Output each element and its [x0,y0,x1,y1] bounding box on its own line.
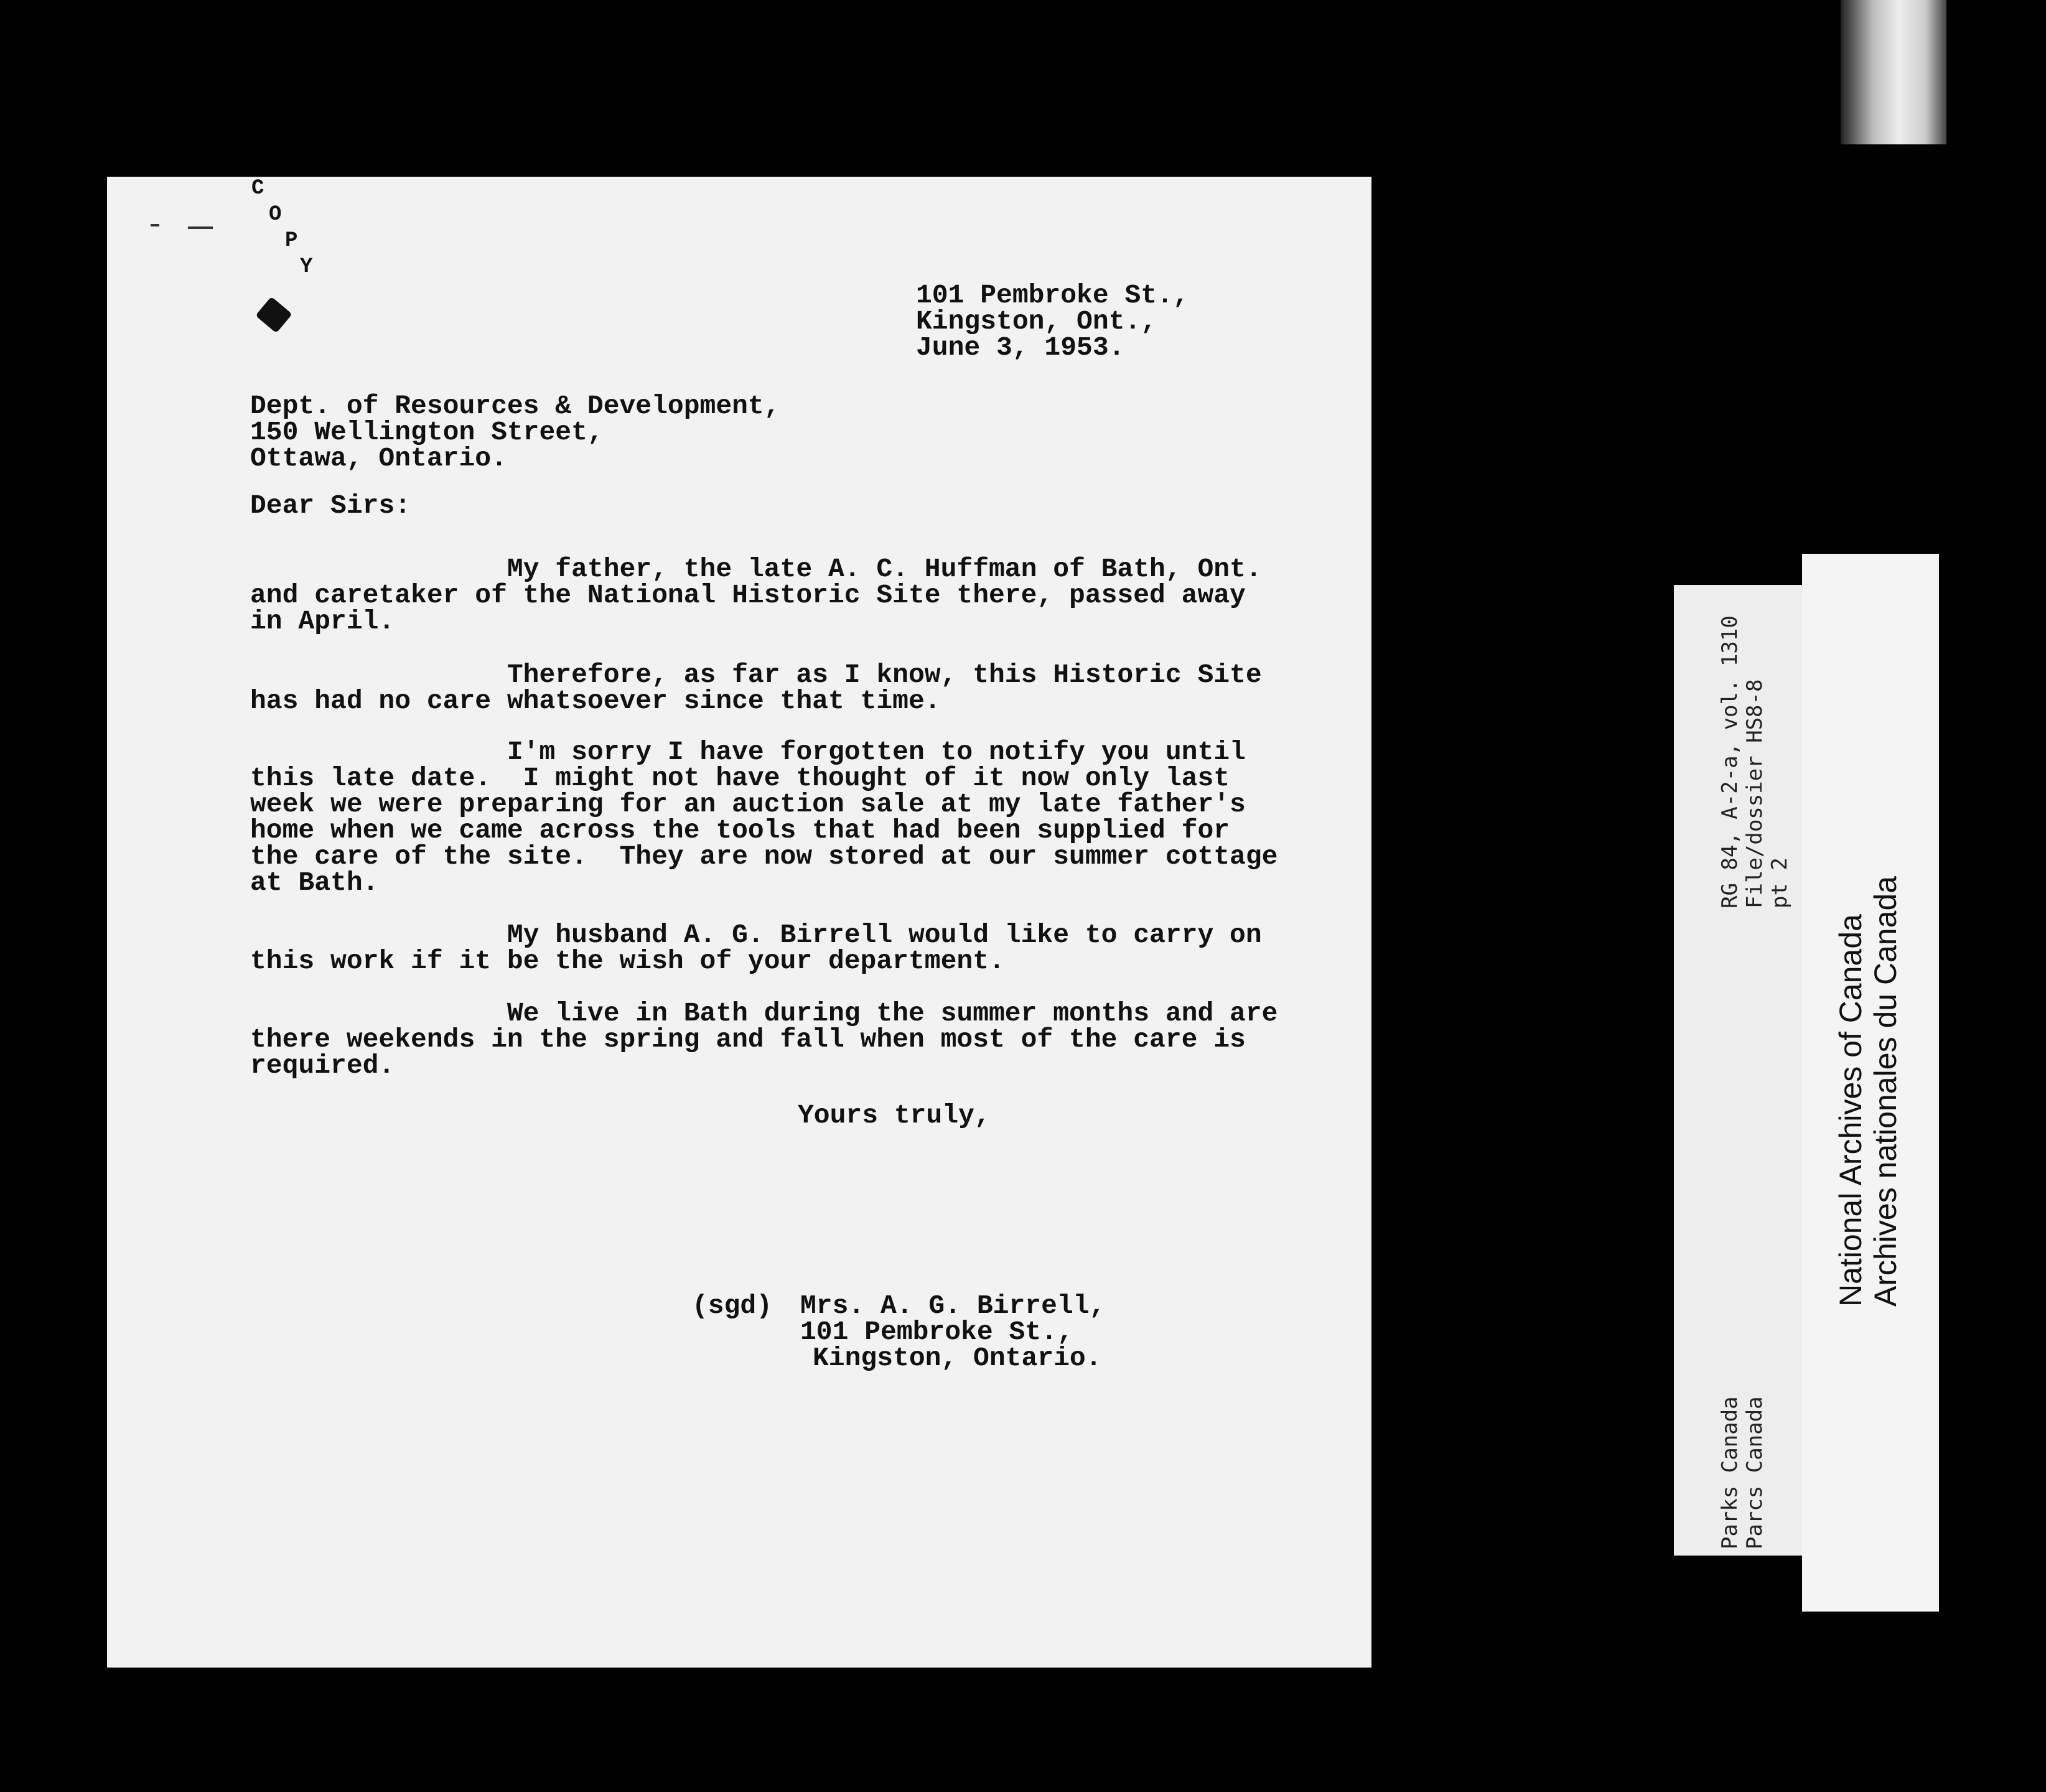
archive-reference-line: RG 84, A-2-a, vol. 1310 [1717,615,1742,908]
national-archives-line: Archives nationales du Canada [1868,875,1903,1307]
paragraph-line: required. [250,1050,395,1081]
paragraph-line: I'm sorry I have forgotten to notify you until [250,737,1246,767]
paragraph-5 [250,998,1278,1081]
archive-reference-line: pt 2 [1767,857,1792,908]
paragraph-line: at Bath. [250,867,379,898]
signature-address-line: Kingston, Ontario. [813,1343,1102,1373]
archive-label-national [1802,554,1939,1612]
national-archives-line: National Archives of Canada [1833,914,1868,1307]
paragraph-line: Therefore, as far as I know, this Historic Site [250,660,1262,690]
signature-prefix: (sgd) [692,1290,773,1321]
paragraph-4 [250,922,1262,974]
recipient-line: Ottawa, Ontario. [250,443,507,474]
sender-address-line: Kingston, Ont., [916,306,1157,337]
film-edge-strip [1841,0,1946,144]
paragraph-3 [250,739,1278,896]
copy-mark-c: C [251,177,264,200]
signature-address-line: 101 Pembroke St., [800,1317,1073,1347]
letter-page [107,177,1371,1668]
copy-mark-o: O [269,203,282,226]
paragraph-line: has had no care whatsoever since that time. [250,686,941,716]
archive-agency-line: Parcs Canada [1742,1396,1767,1549]
archive-reference-line: File/dossier HS8-8 [1742,679,1767,908]
paragraph-line: and caretaker of the National Historic Site there, passed away [250,580,1246,610]
archive-agency-line: Parks Canada [1717,1396,1742,1549]
paragraph-line: this work if it be the wish of your department. [250,946,1005,976]
recipient-line: Dept. of Resources & Development, [250,391,780,421]
salutation: Dear Sirs: [250,490,411,521]
stray-mark [188,226,213,229]
recipient-address [250,393,780,472]
archive-reference [1717,615,1792,908]
paragraph-line: My husband A. G. Birrell would like to carry on [250,920,1262,950]
copy-mark-y: Y [300,255,313,279]
closing: Yours truly, [798,1100,991,1131]
national-archives-name [1833,876,1903,1307]
recipient-line: 150 Wellington Street, [250,417,604,447]
paragraph-line: home when we came across the tools that had been supplied for [250,815,1230,846]
stray-mark [151,224,159,226]
paragraph-line: in April. [250,606,395,637]
paragraph-line: this late date. I might not have thought of it now only last [250,763,1230,793]
sender-address [916,282,1189,361]
signature-name: Mrs. A. G. Birrell, [800,1290,1106,1321]
paragraph-line: My father, the late A. C. Huffman of Bath, Ont. [250,554,1262,584]
archive-agency [1717,1396,1767,1549]
ink-blot [255,297,292,334]
paragraph-line: week we were preparing for an auction sale at my late father's [250,789,1246,819]
archive-label-parks [1674,585,1802,1556]
paragraph-line: We live in Bath during the summer months and are [250,998,1278,1029]
sender-address-line: June 3, 1953. [916,332,1125,363]
paragraph-line: there weekends in the spring and fall when most of the care is [250,1024,1246,1055]
sender-address-line: 101 Pembroke St., [916,280,1189,310]
paragraph-1 [250,556,1262,635]
paragraph-2 [250,662,1262,714]
copy-mark-p: P [285,229,298,253]
paragraph-line: the care of the site. They are now stored at our summer cottage [250,841,1278,872]
